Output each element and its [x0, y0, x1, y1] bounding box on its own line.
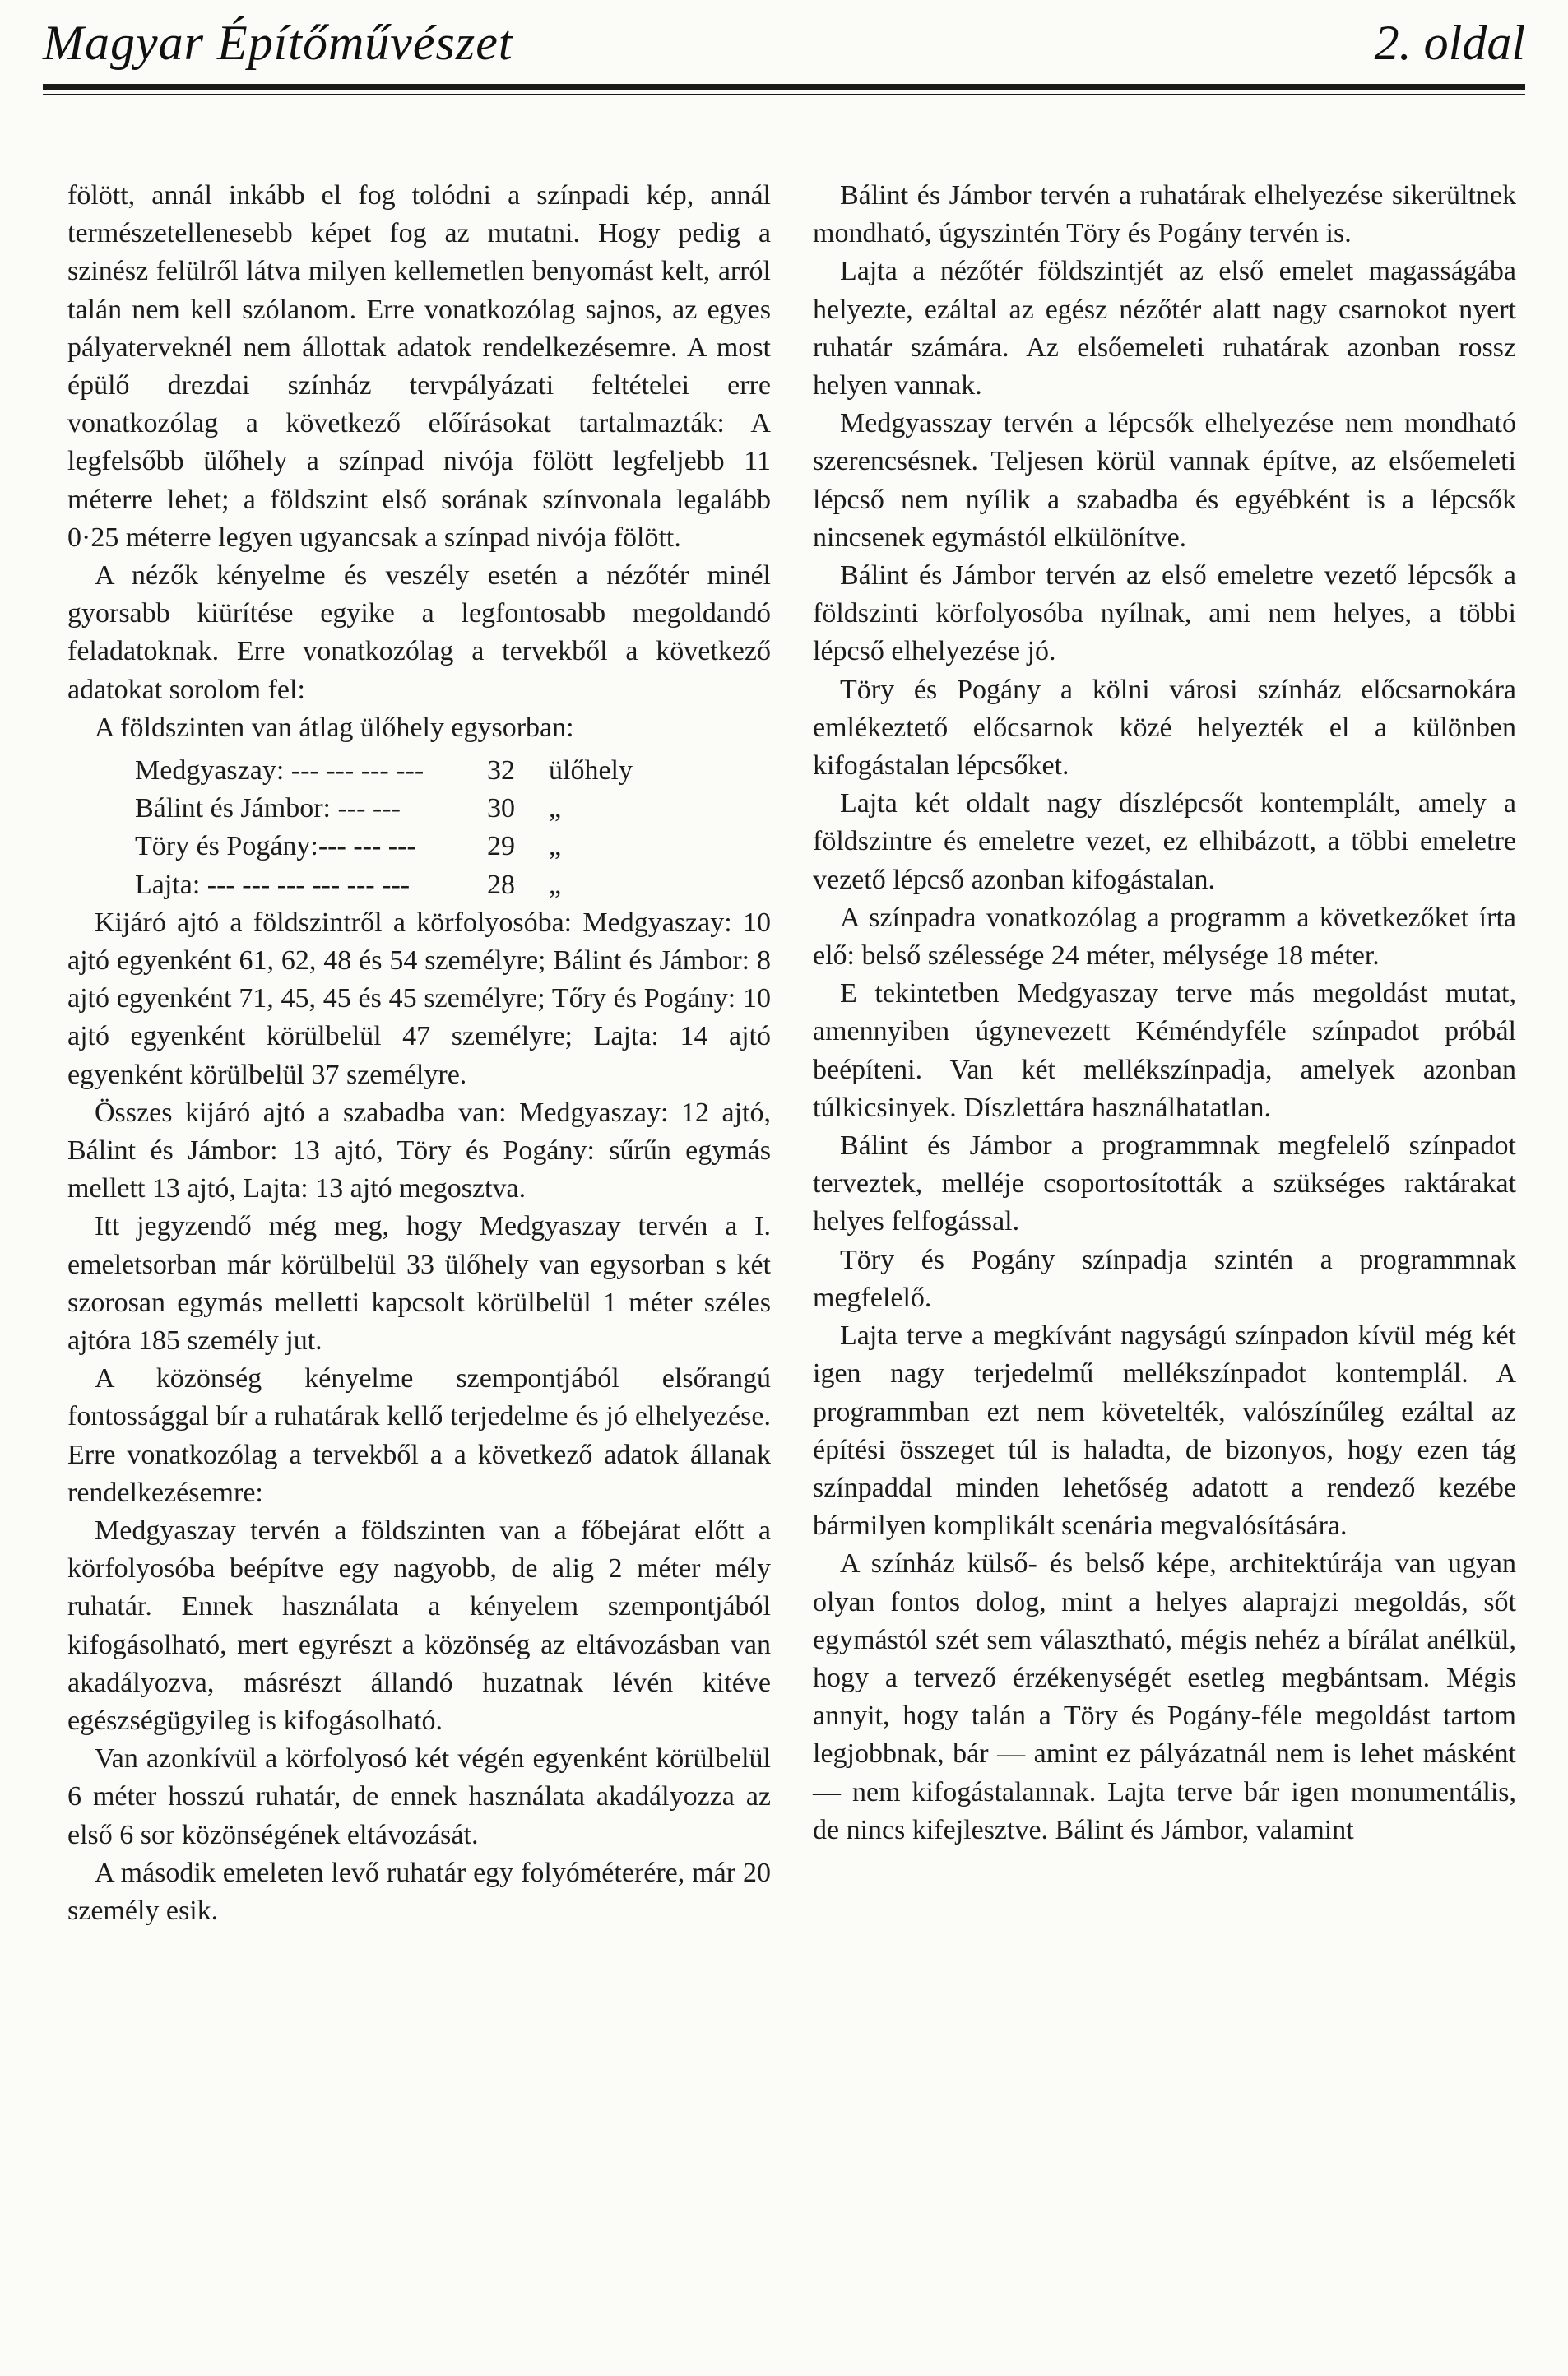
paragraph: A közönség kényelme szempontjából elsőrangú fontossággal bír a ruhatárak kellő terjedelme és jó elhelyezése. Erre vonatkozólag a tervekből a a következő adatok állanak rendelkezésemre: — [67, 1363, 771, 1508]
header-rule-thin — [43, 94, 1525, 95]
paragraph: Medgyasszay tervén a lépcsők elhelyezése nem mondható szerencsésnek. Teljesen körül vannak építve, az elsőemeleti lépcső nem nyílik a szabadba és egyébként is a lépcsők nincsenek egymástól elkülönítve. — [813, 408, 1516, 553]
seat-row-name: Bálint és Jámbor: --- --- — [135, 793, 401, 824]
paragraph: A második emeleten levő ruhatár egy folyóméterére, már 20 személy esik. — [67, 1857, 771, 1927]
paragraph: Kijáró ajtó a földszintről a körfolyosóba: Medgyaszay: 10 ajtó egyenként 61, 62, 48 és 54 személyre; Bálint és Jámbor: 8 ajtó egyenként 71, 45, 45 és 45 személyre; Tőry és Pogány: 10 ajtó egyenként körülbelül 47 személyre; Lajta: 14 ajtó egyenként körülbelül 37 személyre. — [67, 907, 771, 1090]
paragraph: A színház külső- és belső képe, architektúrája van ugyan olyan fontos dolog, mint a helyes alaprajzi megoldás, sőt egymástól szét sem választható, mégis nehéz a bírálat anélkül, hogy a tervező érzékenységét esetleg megbántsam. Mégis annyit, hogy talán a Töry és Pogány-féle megoldást tartom legjobbnak, bár — amint ez pályázatnál nem is lehet másként — nem kifogástalannak. Lajta terve bár igen monumentális, de nincs kifejlesztve. Bálint és Jámbor, valamint — [813, 1548, 1516, 1845]
page-number: 2. oldal — [1374, 16, 1525, 70]
header-rule-thick — [43, 84, 1525, 90]
seat-row-unit: „ — [549, 869, 562, 900]
paragraph: Medgyaszay tervén a földszinten van a főbejárat előtt a körfolyosóba beépítve egy nagyobb, de alig 2 méter mély ruhatár. Ennek használata a kényelem szempontjából kifogásolható, mert egyrészt a közönség az eltávozásban van akadályozva, másrészt állandó huzatnak lévén kitéve egészségügyileg is kifogásolható. — [67, 1515, 771, 1737]
seat-row — [67, 752, 771, 790]
paragraph: Itt jegyzendő még meg, hogy Medgyaszay tervén a I. emeletsorban már körülbelül 33 ülőhely van egysorban s két szorosan egymás melletti kapcsolt körülbelül 1 méter széles ajtóra 185 személy jut. — [67, 1211, 771, 1357]
left-column — [67, 177, 771, 1930]
seat-row-unit: „ — [549, 793, 562, 824]
paragraph: Lajta két oldalt nagy díszlépcsőt kontemplált, amely a földszintre és emeletre vezet, ez elhibázott, a többi emeletre vezető lépcső azonban kifogástalan. — [813, 788, 1516, 895]
seat-row-unit: „ — [549, 831, 562, 862]
seat-row — [67, 790, 771, 828]
paragraph: Bálint és Jámbor tervén a ruhatárak elhelyezése sikerültnek mondható, úgyszintén Töry és Pogány tervén is. — [813, 180, 1516, 249]
seat-row-name: Medgyaszay: --- --- --- --- — [135, 755, 424, 787]
paragraph: Lajta terve a megkívánt nagyságú színpadon kívül még két igen nagy terjedelmű mellékszínpadot kontemplál. A programmban ezt nem követelték, valószínűleg ezáltal az építési összeget túl is haladta, de bizonyos, hogy ezen tág színpaddal minden lehetőség adatott a rendező kezébe bármilyen komplikált scenária megvalósítására. — [813, 1320, 1516, 1542]
seat-list — [67, 752, 771, 904]
seat-row-name: Lajta: --- --- --- --- --- --- — [135, 869, 411, 900]
seat-row-count: 30 — [487, 793, 515, 824]
paragraph: E tekintetben Medgyaszay terve más megoldást mutat, amennyiben úgynevezett Kéméndyféle színpadot próbál beépíteni. Van két mellékszínpadja, amelyek azonban túlkicsinyek. Díszlettára használhatatlan. — [813, 978, 1516, 1123]
page-header — [0, 0, 1568, 99]
paragraph: A földszinten van átlag ülőhely egysorban: — [95, 712, 574, 743]
paragraph: Van azonkívül a körfolyosó két végén egyenként körülbelül 6 méter hosszú ruhatár, de ennek használata akadályozza az első 6 sor közönségének eltávozását. — [67, 1743, 771, 1850]
seat-row-unit: ülőhely — [549, 755, 633, 787]
paragraph: Lajta a nézőtér földszintjét az első emelet magasságába helyezte, ezáltal az egész nézőtér alatt nagy csarnokot nyert ruhatár számára. Az elsőemeleti ruhatárak azonban rossz helyen vannak. — [813, 256, 1516, 401]
paragraph: A színpadra vonatkozólag a programm a következőket írta elő: belső szélessége 24 méter, mélysége 18 méter. — [813, 902, 1516, 972]
paragraph: Bálint és Jámbor tervén az első emeletre vezető lépcsők a földszinti körfolyosóba nyílnak, ami nem helyes, a többi lépcső elhelyezése jó. — [813, 560, 1516, 667]
seat-row — [67, 866, 771, 904]
paragraph: A nézők kényelme és veszély esetén a nézőtér minél gyorsabb kiürítése egyike a legfontosabb megoldandó feladatoknak. Erre vonatkozólag a tervekből a következő adatokat sorolom fel: — [67, 560, 771, 705]
seat-row-count: 32 — [487, 755, 515, 787]
paragraph: Bálint és Jámbor a programmnak megfelelő színpadot terveztek, melléje csoportosították a szükséges raktárakat helyes felfogással. — [813, 1130, 1516, 1237]
seat-row — [67, 828, 771, 865]
seat-row-count: 28 — [487, 869, 515, 900]
paragraph: Töry és Pogány a kölni városi színház előcsarnokára emlékeztető előcsarnok közé helyezték el a különben kifogástalan lépcsőket. — [813, 674, 1516, 782]
paragraph: Töry és Pogány színpadja szintén a programmnak megfelelő. — [813, 1244, 1516, 1313]
paragraph: Összes kijáró ajtó a szabadba van: Medgyaszay: 12 ajtó, Bálint és Jámbor: 13 ajtó, Töry és Pogány: sűrűn egymás mellett 13 ajtó, Lajta: 13 ajtó megosztva. — [67, 1097, 771, 1204]
journal-title: Magyar Építőművészet — [43, 16, 513, 70]
seat-row-name: Töry és Pogány:--- --- --- — [135, 831, 416, 862]
paragraph: fölött, annál inkább el fog tolódni a színpadi kép, annál természetellenesebb képet fog az mutatni. Hogy pedig a szinész felülről látva milyen kellemetlen benyomást kelt, arról talán nem kell szólanom. Erre vonatkozólag sajnos, az egyes pályaterveknél nem állottak adatok rendelkezésemre. A most épülő drezdai színház tervpályázati feltételei erre vonatkozólag a következő előírásokat tartalmazták: A legfelsőbb ülőhely a színpad nivója fölött legfeljebb 11 méterre lehet; a földszint első sorának színvonala legalább 0·25 méterre legyen ugyancsak a színpad nivója fölött. — [67, 180, 771, 553]
right-column — [813, 177, 1516, 1849]
seat-row-count: 29 — [487, 831, 515, 862]
